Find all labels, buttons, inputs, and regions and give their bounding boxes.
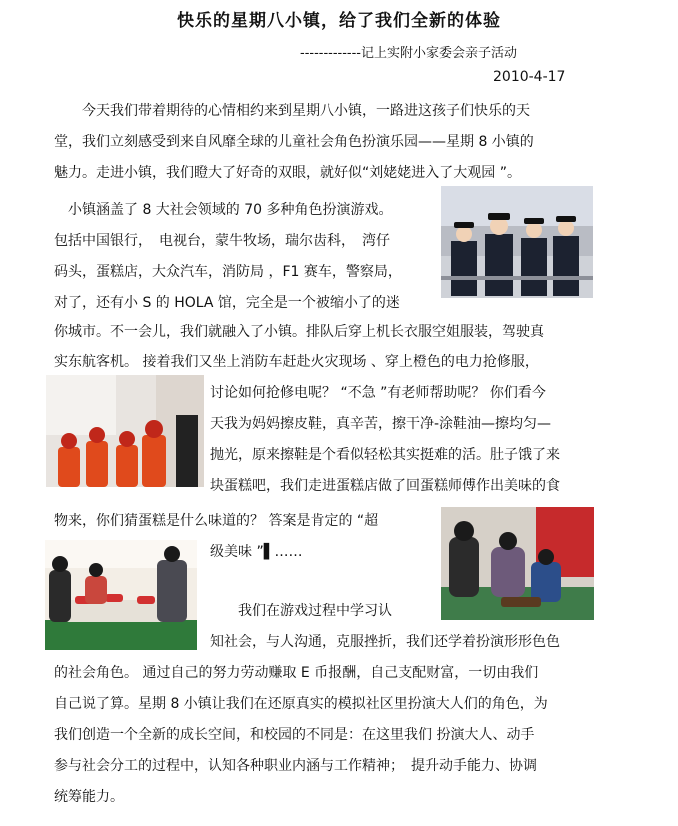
text-line: 我们创造一个全新的成长空间，和校园的不同是：在这里我们 扮演大人、动手 xyxy=(54,727,535,743)
text-line: 讨论如何抢修电呢？ “不急 ”有老师帮助呢？ 你们看今 xyxy=(210,385,546,401)
text-line: 参与社会分工的过程中，认知各种职业内涵与工作精神； 提升动手能力、协调 xyxy=(54,758,537,774)
text-line: 块蛋糕吧，我们走进蛋糕店做了回蛋糕师傅作出美味的食 xyxy=(210,478,560,494)
text-line: 包括中国银行， 电视台，蒙牛牧场，瑞尔齿科， 湾仔 xyxy=(54,233,390,249)
text-line: 天我为妈妈擦皮鞋，真辛苦，擦干净-涂鞋油—擦均匀— xyxy=(210,416,552,432)
text-line: 自己说了算。星期 8 小镇让我们在还原真实的模拟社区里扮演大人们的角色，为 xyxy=(54,696,548,712)
photo-shoe-shining xyxy=(441,507,594,620)
text-line: 统筹能力。 xyxy=(54,789,124,805)
text-line: 物来，你们猜蛋糕是什么味道的？ 答案是肯定的 “超 xyxy=(54,513,379,529)
photo-orange-suits xyxy=(46,375,204,487)
article-title: 快乐的星期八小镇，给了我们全新的体验 xyxy=(177,11,501,31)
text-line: 级美味 ”▌…… xyxy=(210,544,303,560)
text-line: 小镇涵盖了 8 大社会领域的 70 多种角色扮演游戏。 xyxy=(54,202,393,218)
text-line: 今天我们带着期待的心情相约来到星期八小镇，一路进这孩子们快乐的天 xyxy=(54,103,530,119)
text-line: 的社会角色。 通过自己的努力劳动赚取 E 币报酬，自己支配财富，一切由我们 xyxy=(54,665,539,681)
byline: -------------记上实附小家委会亲子活动 xyxy=(300,46,517,61)
text-line: 堂，我们立刻感受到来自风靡全球的儿童社会角色扮演乐园——星期 8 小镇的 xyxy=(54,134,534,150)
date: 2010-4-17 xyxy=(493,69,566,85)
text-line: 对了，还有小 S 的 HOLA 馆，完全是一个被缩小了的迷 xyxy=(54,295,400,311)
text-line: 实东航客机。 接着我们又坐上消防车赶赴火灾现场 、穿上橙色的电力抢修服， xyxy=(54,354,539,370)
text-line: 魅力。走进小镇，我们瞪大了好奇的双眼，就好似“刘姥姥进入了大观园 ”。 xyxy=(54,165,521,181)
photo-pilot-kids xyxy=(441,186,593,298)
text-line: 知社会，与人沟通，克服挫折，我们还学着扮演形形色色 xyxy=(210,634,560,650)
text-line: 抛光，原来擦鞋是个看似轻松其实挺难的活。肚子饿了来 xyxy=(210,447,560,463)
text-line: 码头，蛋糕店，大众汽车，消防局 ，F1 赛车，警察局， xyxy=(54,264,402,280)
text-line: 我们在游戏过程中学习认 xyxy=(210,603,392,619)
text-line: 你城市。不一会儿，我们就融入了小镇。排队后穿上机长衣服空姐服装，驾驶真 xyxy=(54,324,544,340)
photo-cake-shop xyxy=(45,540,197,650)
